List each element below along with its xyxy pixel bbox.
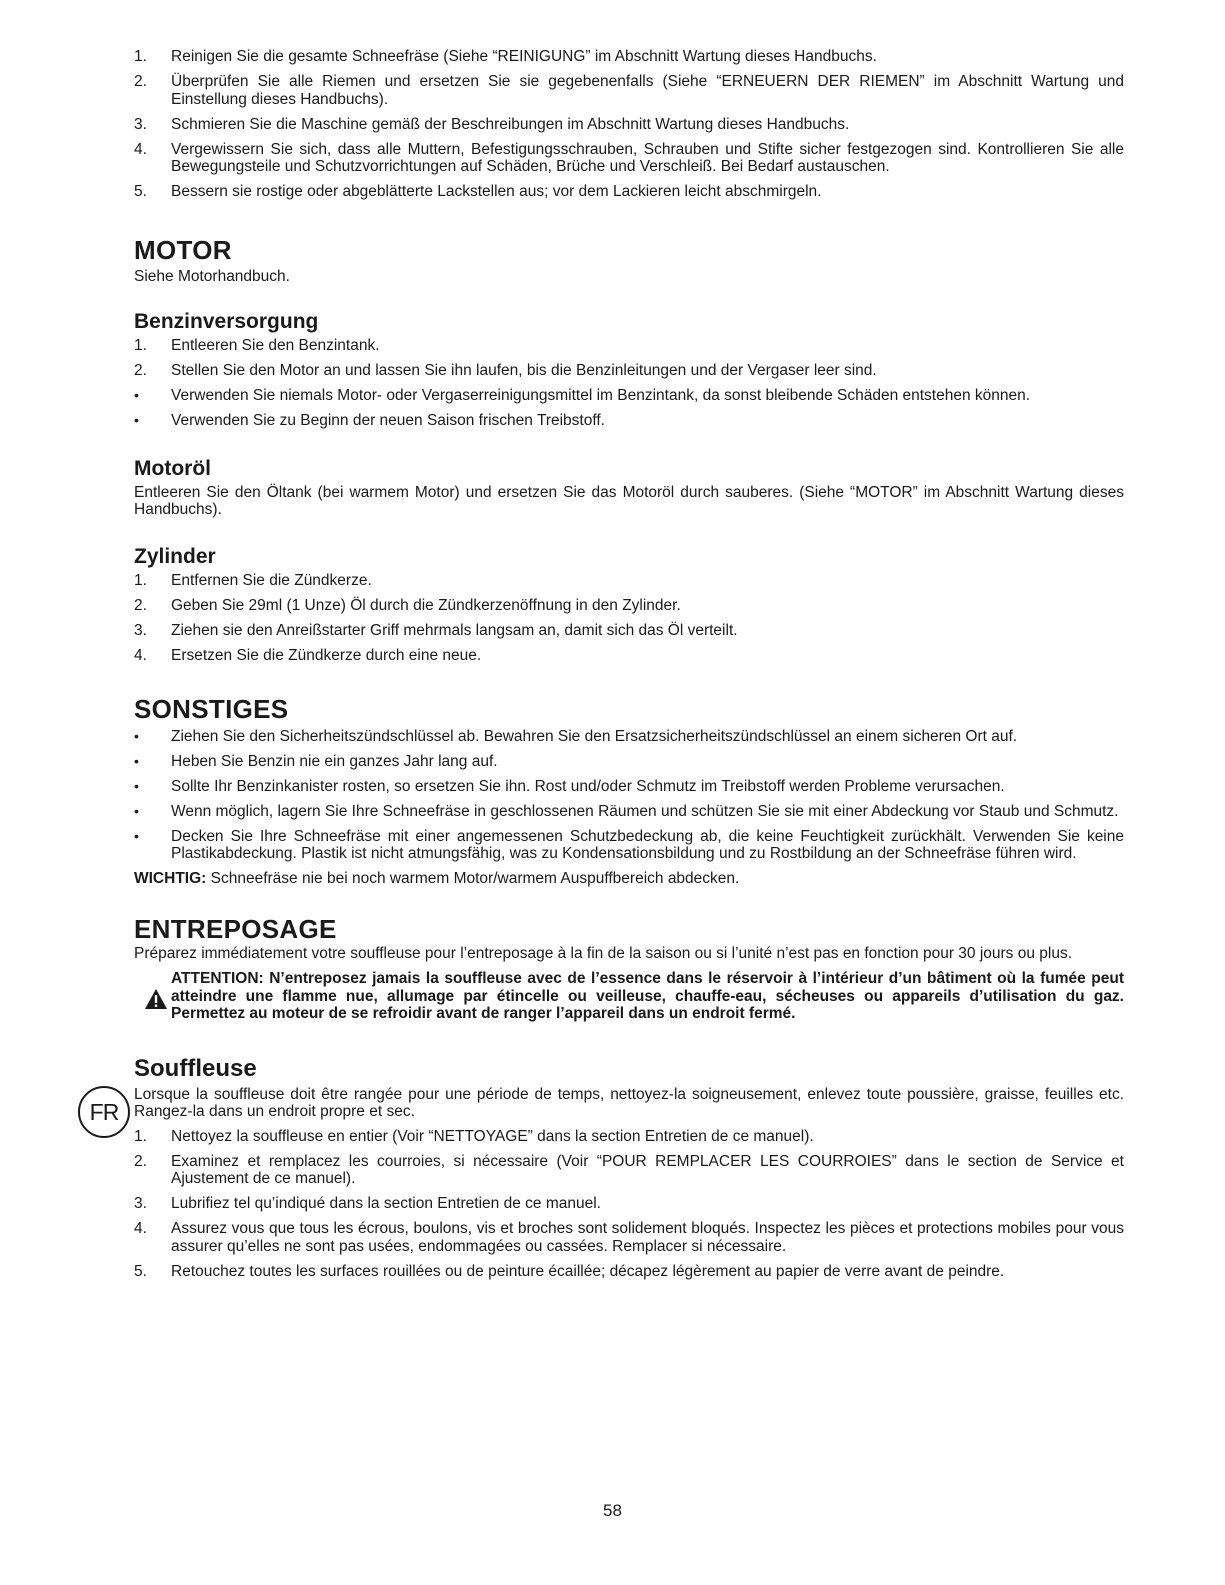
item-text: Geben Sie 29ml (1 Unze) Öl durch die Zündkerzenöffnung in den Zylinder. (171, 596, 681, 614)
item-number: 5. (134, 183, 147, 200)
souffleuse-text: Lorsque la souffleuse doit être rangée pour une période de temps, nettoyez-la soigneusement, enlevez toute poussière, graisse, feuilles etc. Rangez-la dans un endroit propre et sec. (134, 1085, 1124, 1120)
item-text: Entfernen Sie die Zündkerze. (171, 571, 372, 589)
page-number: 58 (603, 1501, 622, 1520)
list-item (134, 647, 1124, 665)
item-text: Stellen Sie den Motor an und lassen Sie ihn laufen, bis die Benzinleitungen und der Vergaser leer sind. (171, 361, 877, 379)
page-content (134, 48, 1124, 1288)
item-text: Assurez vous que tous les écrous, boulons, vis et broches sont solidement bloqués. Inspectez les pièces et protections mobiles pour vous assurer qu’elles ne sont pas usées, endommagées ou cassées. Remplacer si nécessaire. (171, 1220, 1124, 1255)
item-bullet: • (134, 827, 139, 844)
list-item (134, 622, 1124, 640)
item-number: 4. (134, 140, 147, 158)
item-text: Sollte Ihr Benzinkanister rosten, so ersetzen Sie ihn. Rost und/oder Schmutz im Treibstoff werden Probleme verursachen. (171, 777, 1005, 795)
list-item (134, 803, 1124, 821)
item-text: Überprüfen Sie alle Riemen und ersetzen Sie sie gegebenenfalls (Siehe “ERNEUERN DER RIEMEN” im Abschnitt Wartung und Einstellung dieses Handbuchs). (171, 73, 1124, 108)
item-number: 1. (134, 1127, 147, 1145)
item-bullet: • (134, 411, 139, 428)
item-bullet: • (134, 777, 139, 794)
list-item (134, 387, 1124, 405)
item-number: 4. (134, 646, 147, 664)
important-label: WICHTIG: (134, 870, 207, 887)
intro-list (134, 48, 1124, 201)
item-bullet: • (134, 386, 139, 403)
language-badge-fr: FR (78, 1086, 130, 1138)
item-bullet: • (134, 727, 139, 744)
warning-triangle-icon (144, 988, 168, 1010)
item-text: Entleeren Sie den Benzintank. (171, 336, 380, 354)
item-text: Schmieren Sie die Maschine gemäß der Beschreibungen im Abschnitt Wartung dieses Handbuchs. (171, 115, 850, 133)
item-number: 5. (134, 1262, 147, 1280)
list-item (134, 572, 1124, 590)
item-text: Verwenden Sie niemals Motor- oder Vergaserreinigungsmittel im Benzintank, da sonst bleibende Schäden entstehen können. (171, 386, 1031, 404)
item-text: Examinez et remplacez les courroies, si nécessaire (Voir “POUR REMPLACER LES COURROIES” dans le section de Service et Ajustement de ce manuel). (171, 1152, 1124, 1187)
benzin-list (134, 337, 1124, 430)
item-number: 2. (134, 1152, 147, 1170)
list-item (134, 48, 1124, 66)
list-item (134, 116, 1124, 134)
item-text: Lubrifiez tel qu’indiqué dans la section Entretien de ce manuel. (171, 1195, 601, 1212)
item-text: Bessern sie rostige oder abgeblätterte Lackstellen aus; vor dem Lackieren leicht abschmirgeln. (171, 183, 822, 200)
sonstiges-list (134, 728, 1124, 863)
list-item (134, 141, 1124, 176)
item-number: 1. (134, 48, 147, 65)
motoroel-text: Entleeren Sie den Öltank (bei warmem Motor) und ersetzen Sie das Motoröl durch sauberes. (Siehe “MOTOR” im Abschnitt Wartung dieses Handbuchs). (134, 483, 1124, 518)
list-item (134, 597, 1124, 615)
souffleuse-list (134, 1128, 1124, 1281)
item-text: Heben Sie Benzin nie ein ganzes Jahr lang auf. (171, 752, 498, 770)
warning-text: ATTENTION: N’entreposez jamais la souffleuse avec de l’essence dans le réservoir à l’intérieur d’un bâtiment où la fumée peut atteindre une flamme nue, allumage par étincelle ou veilleuse, chauffe-eau, sécheuses ou appareils d’utilisation du gaz. Permettez au moteur de se refroidir avant de ranger l’appareil dans un endroit fermé. (171, 970, 1124, 1022)
warning-block (134, 970, 1124, 1023)
item-bullet: • (134, 752, 139, 769)
section-title-sonstiges: SONSTIGES (134, 693, 289, 724)
list-item (134, 828, 1124, 863)
item-text: Vergewissern Sie sich, dass alle Muttern, Befestigungsschrauben, Schrauben und Stifte sicher festgezogen sind. Kontrollieren Sie alle Bewegungsteile und Schutzvorrichtungen auf Schäden, Brüche und Verschleiß. Bei Bedarf austauschen. (171, 140, 1124, 175)
item-number: 3. (134, 1195, 147, 1212)
subsection-title-zylinder: Zylinder (134, 544, 216, 568)
item-bullet: • (134, 802, 139, 819)
zylinder-list (134, 572, 1124, 665)
subsection-title-motoroel: Motoröl (134, 456, 211, 480)
item-number: 4. (134, 1220, 147, 1237)
list-item (134, 1128, 1124, 1146)
list-item (134, 753, 1124, 771)
list-item (134, 778, 1124, 796)
motor-text: Siehe Motorhandbuch. (134, 268, 290, 285)
list-item (134, 183, 1124, 201)
list-item (134, 1220, 1124, 1255)
important-text: Schneefräse nie bei noch warmem Motor/warmem Auspuffbereich abdecken. (206, 870, 740, 887)
item-number: 2. (134, 596, 147, 614)
section-title-motor: MOTOR (134, 235, 232, 265)
item-text: Ersetzen Sie die Zündkerze durch eine neue. (171, 646, 482, 664)
item-number: 1. (134, 571, 147, 589)
item-number: 1. (134, 336, 147, 354)
item-text: Nettoyez la souffleuse en entier (Voir “NETTOYAGE” dans la section Entretien de ce manuel). (171, 1127, 814, 1145)
list-item (134, 412, 1124, 430)
subsection-title-souffleuse: Souffleuse (134, 1054, 257, 1082)
important-note (134, 870, 1124, 888)
list-item (134, 362, 1124, 380)
item-number: 3. (134, 621, 147, 639)
item-text: Reinigen Sie die gesamte Schneefräse (Siehe “REINIGUNG” im Abschnitt Wartung dieses Handbuchs. (171, 48, 877, 65)
list-item (134, 728, 1124, 746)
item-text: Decken Sie Ihre Schneefräse mit einer angemessenen Schutzbedeckung ab, die keine Feuchtigkeit zurückhält. Verwenden Sie keine Plastikabdeckung. Plastik ist nicht atmungsfähig, was zu Kondensationsbildung und zu Rostbildung an der Schneefräse führen wird. (171, 827, 1124, 862)
item-text: Retouchez toutes les surfaces rouillées ou de peinture écaillée; décapez légèrement au papier de verre avant de peindre. (171, 1262, 1005, 1280)
list-item (134, 1263, 1124, 1281)
section-title-entreposage: ENTREPOSAGE (134, 913, 337, 944)
subsection-title-benzin: Benzinversorgung (134, 309, 319, 333)
item-number: 3. (134, 115, 147, 133)
item-text: Ziehen Sie den Sicherheitszündschlüssel ab. Bewahren Sie den Ersatzsicherheitszündschlüssel an einem sicheren Ort auf. (171, 727, 1018, 745)
list-item (134, 1153, 1124, 1188)
item-text: Verwenden Sie zu Beginn der neuen Saison frischen Treibstoff. (171, 411, 605, 429)
list-item (134, 73, 1124, 108)
item-text: Wenn möglich, lagern Sie Ihre Schneefräse in geschlossenen Räumen und schützen Sie sie mit einer Abdeckung vor Staub und Schmutz. (171, 802, 1119, 820)
list-item (134, 1195, 1124, 1213)
item-number: 2. (134, 73, 147, 90)
item-number: 2. (134, 361, 147, 379)
list-item (134, 337, 1124, 355)
entreposage-text: Préparez immédiatement votre souffleuse pour l’entreposage à la fin de la saison ou si l’unité n’est pas en fonction pour 30 jours ou plus. (134, 944, 1073, 962)
item-text: Ziehen sie den Anreißstarter Griff mehrmals langsam an, damit sich das Öl verteilt. (171, 621, 738, 639)
